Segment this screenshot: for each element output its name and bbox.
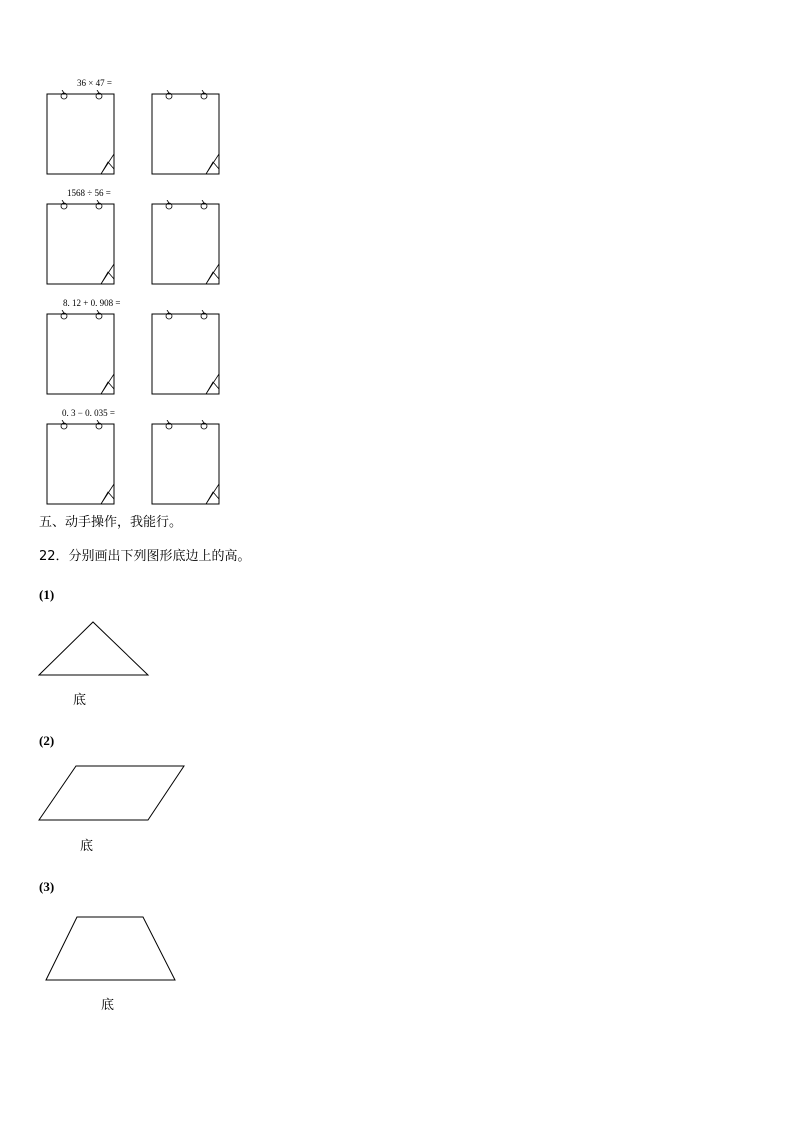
vertical-calc-pad-2 [46, 200, 116, 284]
figure-1-base-label: 底 [73, 693, 87, 708]
calc-expression-3: 8. 12 + 0. 908 = [63, 298, 121, 308]
vertical-calc-pad-3b [151, 310, 221, 394]
vertical-calc-pad-3 [46, 310, 116, 394]
figure-2-label: (2) [39, 733, 55, 748]
figure-2-base-label: 底 [80, 839, 94, 854]
section-title: 五、动手操作，我能行。 [39, 515, 183, 530]
vertical-calc-pad-1 [46, 90, 116, 174]
calc-expression-4: 0. 3 − 0. 035 = [62, 408, 115, 418]
vertical-calc-pad-4b [151, 420, 221, 504]
figure-3-base-label: 底 [101, 998, 115, 1013]
vertical-calc-pad-1b [151, 90, 221, 174]
calc-expression-1: 36 × 47 = [77, 78, 112, 88]
parallelogram-figure [38, 764, 186, 822]
triangle-figure [38, 620, 150, 678]
question-title: 22．分别画出下列图形底边上的高。 [39, 549, 251, 564]
vertical-calc-pad-2b [151, 200, 221, 284]
vertical-calc-pad-4 [46, 420, 116, 504]
figure-1-label: (1) [39, 587, 55, 602]
calc-expression-2: 1568 ÷ 56 = [67, 188, 111, 198]
figure-3-label: (3) [39, 879, 55, 894]
trapezoid-figure [45, 915, 177, 983]
